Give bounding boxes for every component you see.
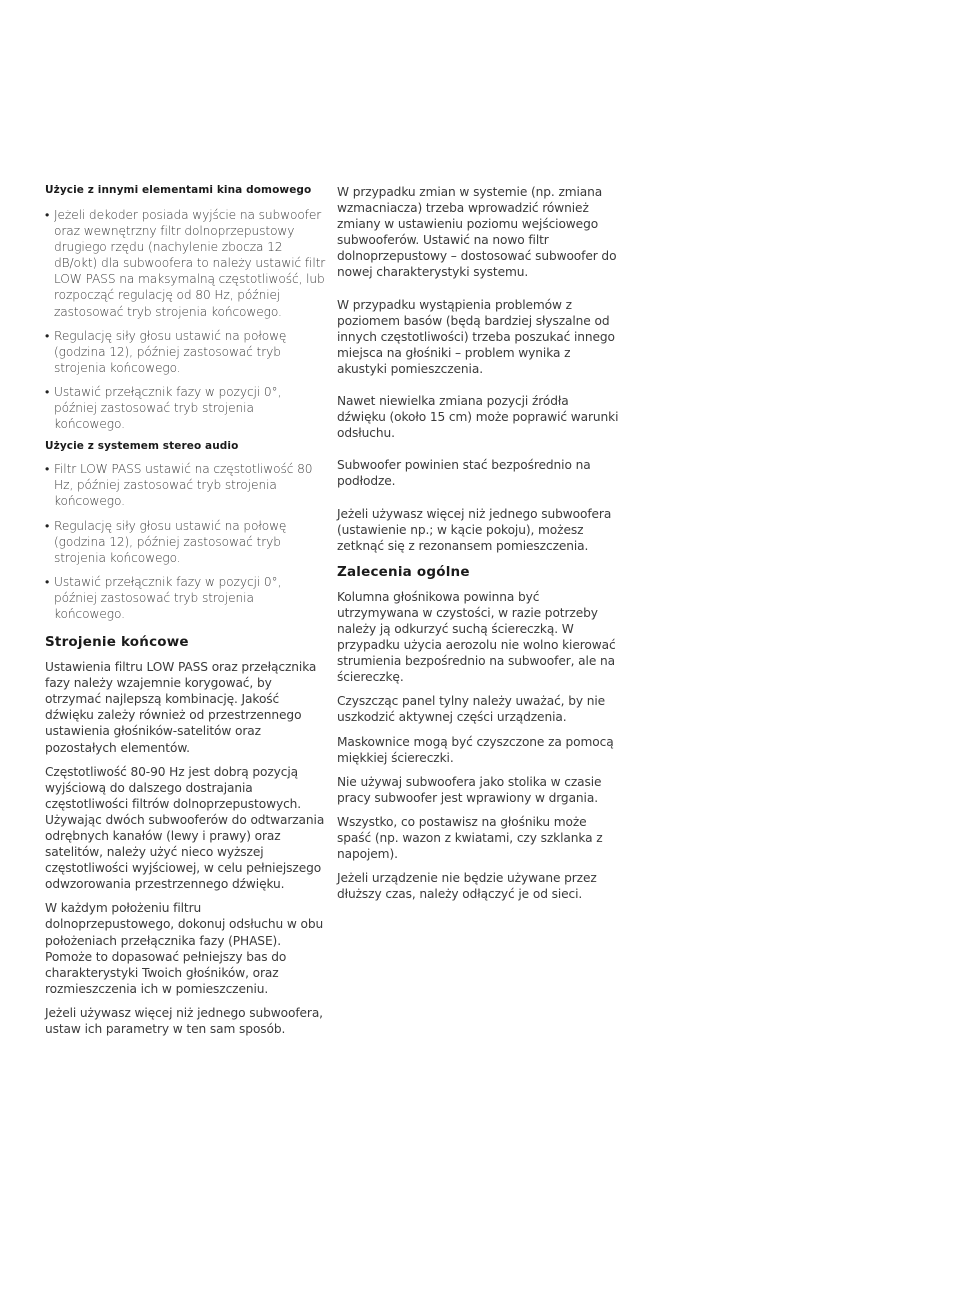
paragraph: W każdym położeniu filtru dolnoprzepustowego, dokonuj odsłuchu w obu położeniach przełącznika fazy (PHASE). Pomoże to dopasować pełniejszy bas do charakterystyki Twoich głośników, oraz rozmieszczenia ich w pomieszczeniu. xyxy=(45,901,324,996)
paragraph: Nawet niewielka zmiana pozycji źródła dźwięku (około 15 cm) może poprawić warunki odsłuchu. xyxy=(337,394,619,441)
paragraph: Subwoofer powinien stać bezpośrednio na podłodze. xyxy=(337,458,591,489)
paragraph: Czyszcząc panel tylny należy uważać, by nie uszkodzić aktywnej części urządzenia. xyxy=(337,694,606,725)
bullet-item: • Filtr LOW PASS ustawić na częstotliwość 80 Hz, później zastosować tryb strojenia końcowego. xyxy=(45,461,327,509)
paragraph: Kolumna głośnikowa powinna być utrzymywana w czystości, w razie potrzeby należy ją odkurzyć suchą ściereczką. W przypadku użycia aerozolu nie wolno kierować strumienia bezpośrednio na subwoofer, ale na ściereczkę. xyxy=(337,589,616,685)
heading-general-recommendations: Zalecenia ogólne xyxy=(337,563,470,580)
bullet-item: • Ustawić przełącznik fazy w pozycji 0°, później zastosować tryb strojenia końcowego. xyxy=(45,574,327,622)
paragraph: Jeżeli używasz więcej niż jednego subwoofera, ustaw ich parametry w ten sam sposób. xyxy=(45,1005,323,1037)
heading-final-tuning: Strojenie końcowe xyxy=(45,634,189,651)
paragraph: W przypadku zmian w systemie (np. zmiana wzmacniacza) trzeba wprowadzić również zmiany w ustawieniu poziomu wejściowego subwooferów. Ustawić na nowo filtr dolnoprzepustowy – dostosować subwoofer do nowej charakterystyki systemu. xyxy=(337,185,617,280)
paragraph: Nie używaj subwoofera jako stolika w czasie pracy subwoofer jest wprawiony w drgania. xyxy=(337,774,602,805)
bullet-item: • Regulację siły głosu ustawić na połowę (godzina 12), później zastosować tryb strojenia końcowego. xyxy=(45,328,327,376)
paragraph: Ustawienia filtru LOW PASS oraz przełącznika fazy należy wzajemnie korygować, by otrzymać najlepszą kombinację. Jakość dźwięku zależy również od przestrzennego ustawienia głośników-satelitów oraz pozostałych elementów. xyxy=(45,660,317,755)
subheading-home-cinema: Użycie z innymi elementami kina domowego xyxy=(45,184,312,196)
subheading-stereo: Użycie z systemem stereo audio xyxy=(45,440,239,453)
paragraph: Jeżeli używasz więcej niż jednego subwoofera (ustawienie np.; w kącie pokoju), możesz zetknąć się z rezonansem pomieszczenia. xyxy=(337,506,612,553)
paragraph: Częstotliwość 80-90 Hz jest dobrą pozycją wyjściową do dalszego dostrajania częstotliwości filtrów dolnoprzepustowych. Używając dwóch subwooferów do odtwarzania odrębnych kanałów (lewy i prawy) oraz satelitów, należy użyć nieco wyższej częstotliwości wyjściowej, w celu pełniejszego odwzorowania przestrzennego dźwięku. xyxy=(45,764,325,892)
paragraph: Wszystko, co postawisz na głośniku może spaść (np. wazon z kwiatami, czy szklanka z napojem). xyxy=(337,814,603,862)
paragraph: Maskownice mogą być czyszczone za pomocą miękkiej ściereczki. xyxy=(337,734,614,765)
bullet-item: • Regulację siły głosu ustawić na połowę (godzina 12), później zastosować tryb strojenia końcowego. xyxy=(45,518,327,566)
bullet-item: • Ustawić przełącznik fazy w pozycji 0°, później zastosować tryb strojenia końcowego. xyxy=(45,384,327,432)
left-column xyxy=(45,184,327,1045)
right-column xyxy=(337,184,619,910)
paragraph: Jeżeli urządzenie nie będzie używane przez dłuższy czas, należy odłączyć je od sieci. xyxy=(337,871,597,902)
bullet-item: • Jeżeli dekoder posiada wyjście na subwoofer oraz wewnętrzny filtr dolnoprzepustowy drugiego rzędu (nachylenie zbocza 12 dB/okt) dla subwoofera to należy ustawić filtr LOW PASS na maksymalną częstotliwość, lub rozpocząć regulację od 80 Hz, później zastosować tryb strojenia końcowego. xyxy=(45,207,327,320)
paragraph: W przypadku wystąpienia problemów z poziomem basów (będą bardziej słyszalne od innych częstotliwości) trzeba poszukać innego miejsca na głośniki – problem wynika z akustyki pomieszczenia. xyxy=(337,297,615,376)
